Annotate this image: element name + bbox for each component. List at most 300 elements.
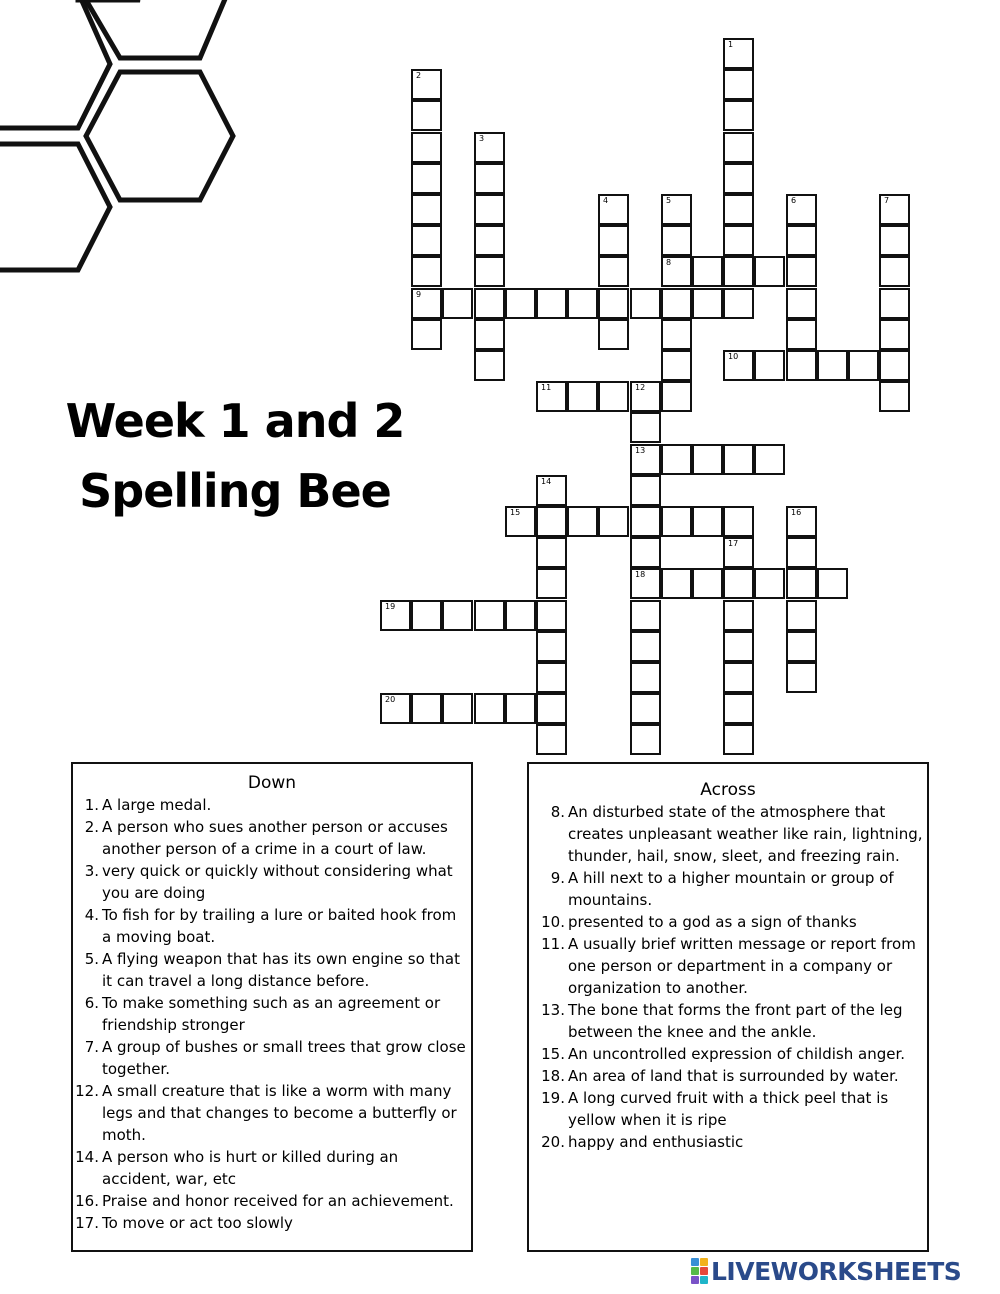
crossword-cell[interactable] bbox=[505, 288, 536, 319]
crossword-cell[interactable] bbox=[754, 568, 785, 599]
crossword-cell[interactable] bbox=[536, 693, 567, 724]
letter-input[interactable] bbox=[725, 102, 752, 129]
crossword-cell[interactable] bbox=[786, 631, 817, 662]
crossword-cell[interactable] bbox=[411, 693, 442, 724]
crossword-cell[interactable] bbox=[848, 350, 879, 381]
crossword-cell[interactable] bbox=[723, 350, 754, 381]
letter-input[interactable] bbox=[600, 290, 627, 317]
letter-input[interactable] bbox=[663, 508, 690, 535]
letter-input[interactable] bbox=[694, 290, 721, 317]
crossword-cell[interactable] bbox=[879, 319, 910, 350]
clue-number: 14. bbox=[75, 1148, 99, 1166]
letter-input[interactable] bbox=[881, 258, 908, 285]
letter-input[interactable] bbox=[476, 290, 503, 317]
cell-number: 15 bbox=[510, 508, 521, 517]
crossword-cell[interactable] bbox=[505, 693, 536, 724]
letter-input[interactable] bbox=[632, 539, 659, 566]
cell-number: 1 bbox=[728, 40, 734, 49]
across-clue bbox=[529, 867, 927, 911]
clue-number: 10. bbox=[541, 913, 565, 931]
liveworksheets-logo bbox=[691, 1256, 961, 1286]
letter-input[interactable] bbox=[788, 508, 815, 535]
letter-input[interactable] bbox=[663, 321, 690, 348]
crossword-cell[interactable] bbox=[723, 256, 754, 287]
crossword-cell[interactable] bbox=[661, 319, 692, 350]
across-clue bbox=[529, 1043, 927, 1065]
letter-input[interactable] bbox=[788, 602, 815, 629]
clue-number: 11. bbox=[541, 935, 565, 953]
clue-number: 7. bbox=[84, 1038, 99, 1056]
letter-input[interactable] bbox=[538, 726, 565, 753]
letter-input[interactable] bbox=[756, 446, 783, 473]
crossword-cell[interactable] bbox=[474, 194, 505, 225]
letter-input[interactable] bbox=[476, 227, 503, 254]
clue-text: A large medal. bbox=[102, 796, 212, 814]
letter-input[interactable] bbox=[663, 352, 690, 379]
letter-input[interactable] bbox=[881, 290, 908, 317]
letter-input[interactable] bbox=[413, 258, 440, 285]
crossword-cell[interactable] bbox=[630, 444, 661, 475]
clue-number: 19. bbox=[541, 1089, 565, 1107]
crossword-cell[interactable] bbox=[442, 693, 473, 724]
letter-input[interactable] bbox=[632, 664, 659, 691]
crossword-cell[interactable] bbox=[817, 568, 848, 599]
letter-input[interactable] bbox=[507, 290, 534, 317]
letter-input[interactable] bbox=[819, 352, 846, 379]
clue-text: Praise and honor received for an achievement. bbox=[102, 1192, 454, 1210]
letter-input[interactable] bbox=[881, 383, 908, 410]
crossword-cell[interactable] bbox=[661, 288, 692, 319]
clue-number: 20. bbox=[541, 1133, 565, 1151]
clue-text: A flying weapon that has its own engine so that it can travel a long distance before. bbox=[102, 950, 460, 990]
clue-text: An area of land that is surrounded by water. bbox=[568, 1067, 899, 1085]
letter-input[interactable] bbox=[600, 258, 627, 285]
letter-input[interactable] bbox=[413, 602, 440, 629]
letter-input[interactable] bbox=[756, 258, 783, 285]
letter-input[interactable] bbox=[538, 602, 565, 629]
crossword-cell[interactable] bbox=[380, 693, 411, 724]
crossword-cell[interactable] bbox=[879, 381, 910, 412]
letter-input[interactable] bbox=[538, 290, 565, 317]
clue-text: A hill next to a higher mountain or group of mountains. bbox=[568, 869, 894, 909]
crossword-cell[interactable] bbox=[661, 225, 692, 256]
clue-text: presented to a god as a sign of thanks bbox=[568, 913, 857, 931]
letter-input[interactable] bbox=[663, 290, 690, 317]
crossword-cell[interactable] bbox=[630, 724, 661, 755]
crossword-cell[interactable] bbox=[723, 69, 754, 100]
letter-input[interactable] bbox=[725, 539, 752, 566]
crossword-cell[interactable] bbox=[723, 444, 754, 475]
letter-input[interactable] bbox=[881, 227, 908, 254]
letter-input[interactable] bbox=[663, 446, 690, 473]
clue-text: To move or act too slowly bbox=[102, 1214, 293, 1232]
letter-input[interactable] bbox=[881, 352, 908, 379]
crossword-cell[interactable] bbox=[411, 69, 442, 100]
cell-number: 7 bbox=[884, 196, 890, 205]
clue-text: A group of bushes or small trees that grow close together. bbox=[102, 1038, 466, 1078]
letter-input[interactable] bbox=[538, 539, 565, 566]
crossword-cell[interactable] bbox=[723, 537, 754, 568]
crossword-cell[interactable] bbox=[661, 350, 692, 381]
letter-input[interactable] bbox=[476, 196, 503, 223]
crossword-cell[interactable] bbox=[411, 100, 442, 131]
letter-input[interactable] bbox=[663, 227, 690, 254]
letter-input[interactable] bbox=[413, 165, 440, 192]
clue-number: 6. bbox=[84, 994, 99, 1012]
crossword-cell[interactable] bbox=[474, 225, 505, 256]
crossword-cell[interactable] bbox=[692, 288, 723, 319]
letter-input[interactable] bbox=[663, 383, 690, 410]
crossword-cell[interactable] bbox=[474, 693, 505, 724]
letter-input[interactable] bbox=[444, 290, 471, 317]
crossword-cell[interactable] bbox=[786, 225, 817, 256]
letter-input[interactable] bbox=[600, 196, 627, 223]
crossword-cell[interactable] bbox=[630, 568, 661, 599]
letter-input[interactable] bbox=[538, 695, 565, 722]
crossword-cell[interactable] bbox=[723, 38, 754, 69]
letter-input[interactable] bbox=[632, 383, 659, 410]
letter-input[interactable] bbox=[694, 508, 721, 535]
crossword-cell[interactable] bbox=[442, 288, 473, 319]
crossword-cell[interactable] bbox=[411, 225, 442, 256]
crossword-cell[interactable] bbox=[442, 600, 473, 631]
letter-input[interactable] bbox=[476, 695, 503, 722]
crossword-cell[interactable] bbox=[723, 662, 754, 693]
letter-input[interactable] bbox=[725, 258, 752, 285]
crossword-cell[interactable] bbox=[692, 506, 723, 537]
cell-number: 8 bbox=[666, 258, 672, 267]
letter-input[interactable] bbox=[632, 508, 659, 535]
clue-text: A person who sues another person or accuses another person of a crime in a court of law. bbox=[102, 818, 448, 858]
crossword-cell[interactable] bbox=[598, 319, 629, 350]
cell-number: 9 bbox=[416, 290, 422, 299]
letter-input[interactable] bbox=[538, 664, 565, 691]
clue-text: A long curved fruit with a thick peel that is yellow when it is ripe bbox=[568, 1089, 889, 1129]
logo-block bbox=[700, 1276, 708, 1284]
crossword-cell[interactable] bbox=[411, 194, 442, 225]
letter-input[interactable] bbox=[538, 570, 565, 597]
letter-input[interactable] bbox=[600, 321, 627, 348]
crossword-cell[interactable] bbox=[786, 568, 817, 599]
crossword-cell[interactable] bbox=[630, 381, 661, 412]
down-clue bbox=[73, 948, 471, 992]
letter-input[interactable] bbox=[632, 695, 659, 722]
crossword-cell[interactable] bbox=[536, 631, 567, 662]
crossword-cell[interactable] bbox=[474, 350, 505, 381]
crossword-cell[interactable] bbox=[661, 381, 692, 412]
across-clue bbox=[529, 801, 927, 867]
letter-input[interactable] bbox=[476, 321, 503, 348]
crossword-cell[interactable] bbox=[723, 568, 754, 599]
hexagon-shape bbox=[0, 144, 110, 270]
crossword-cell[interactable] bbox=[692, 568, 723, 599]
letter-input[interactable] bbox=[632, 290, 659, 317]
crossword-cell[interactable] bbox=[630, 412, 661, 443]
crossword-cell[interactable] bbox=[598, 288, 629, 319]
crossword-cell[interactable] bbox=[536, 568, 567, 599]
across-clue bbox=[529, 1065, 927, 1087]
letter-input[interactable] bbox=[476, 134, 503, 161]
crossword-cell[interactable] bbox=[567, 381, 598, 412]
letter-input[interactable] bbox=[538, 633, 565, 660]
crossword-cell[interactable] bbox=[630, 475, 661, 506]
letter-input[interactable] bbox=[569, 383, 596, 410]
crossword-cell[interactable] bbox=[692, 256, 723, 287]
logo-block bbox=[700, 1258, 708, 1266]
crossword-cell[interactable] bbox=[723, 225, 754, 256]
letter-input[interactable] bbox=[600, 383, 627, 410]
crossword-cell[interactable] bbox=[661, 444, 692, 475]
crossword-cell[interactable] bbox=[598, 256, 629, 287]
letter-input[interactable] bbox=[725, 446, 752, 473]
across-clue bbox=[529, 933, 927, 999]
letter-input[interactable] bbox=[788, 196, 815, 223]
letter-input[interactable] bbox=[663, 196, 690, 223]
crossword-cell[interactable] bbox=[474, 288, 505, 319]
crossword-cell[interactable] bbox=[598, 381, 629, 412]
crossword-cell[interactable] bbox=[630, 288, 661, 319]
crossword-cell[interactable] bbox=[411, 256, 442, 287]
crossword-cell[interactable] bbox=[786, 537, 817, 568]
crossword-cell[interactable] bbox=[536, 662, 567, 693]
crossword-cell[interactable] bbox=[411, 288, 442, 319]
clue-number: 12. bbox=[75, 1082, 99, 1100]
crossword-cell[interactable] bbox=[661, 256, 692, 287]
down-clue bbox=[73, 1190, 471, 1212]
crossword-cell[interactable] bbox=[661, 506, 692, 537]
cell-number: 14 bbox=[541, 477, 552, 486]
crossword-cell[interactable] bbox=[505, 600, 536, 631]
crossword-cell[interactable] bbox=[630, 693, 661, 724]
cell-number: 19 bbox=[385, 602, 396, 611]
letter-input[interactable] bbox=[850, 352, 877, 379]
letter-input[interactable] bbox=[507, 602, 534, 629]
letter-input[interactable] bbox=[413, 196, 440, 223]
cell-number: 13 bbox=[635, 446, 646, 455]
crossword-cell[interactable] bbox=[723, 724, 754, 755]
letter-input[interactable] bbox=[725, 570, 752, 597]
letter-input[interactable] bbox=[507, 695, 534, 722]
letter-input[interactable] bbox=[788, 633, 815, 660]
clue-number: 9. bbox=[550, 869, 565, 887]
crossword-cell[interactable] bbox=[630, 662, 661, 693]
crossword-cell[interactable] bbox=[567, 506, 598, 537]
crossword-cell[interactable] bbox=[723, 631, 754, 662]
crossword-cell[interactable] bbox=[411, 163, 442, 194]
letter-input[interactable] bbox=[694, 446, 721, 473]
letter-input[interactable] bbox=[632, 726, 659, 753]
crossword-cell[interactable] bbox=[630, 537, 661, 568]
letter-input[interactable] bbox=[725, 196, 752, 223]
crossword-cell[interactable] bbox=[879, 225, 910, 256]
crossword-cell[interactable] bbox=[723, 163, 754, 194]
page-title-line1: Week 1 and 2 bbox=[65, 394, 405, 448]
crossword-cell[interactable] bbox=[786, 600, 817, 631]
letter-input[interactable] bbox=[632, 570, 659, 597]
crossword-cell[interactable] bbox=[723, 100, 754, 131]
letter-input[interactable] bbox=[632, 633, 659, 660]
letter-input[interactable] bbox=[600, 227, 627, 254]
crossword-cell[interactable] bbox=[879, 256, 910, 287]
clue-number: 16. bbox=[75, 1192, 99, 1210]
crossword-cell[interactable] bbox=[786, 662, 817, 693]
letter-input[interactable] bbox=[725, 71, 752, 98]
crossword-cell[interactable] bbox=[598, 225, 629, 256]
across-clue bbox=[529, 999, 927, 1043]
crossword-cell[interactable] bbox=[630, 506, 661, 537]
crossword-cell[interactable] bbox=[661, 568, 692, 599]
letter-input[interactable] bbox=[725, 165, 752, 192]
letter-input[interactable] bbox=[507, 508, 534, 535]
letter-input[interactable] bbox=[725, 290, 752, 317]
letter-input[interactable] bbox=[413, 102, 440, 129]
crossword-cell[interactable] bbox=[474, 600, 505, 631]
crossword-cell[interactable] bbox=[754, 444, 785, 475]
letter-input[interactable] bbox=[725, 664, 752, 691]
letter-input[interactable] bbox=[788, 664, 815, 691]
letter-input[interactable] bbox=[444, 695, 471, 722]
letter-input[interactable] bbox=[663, 570, 690, 597]
letter-input[interactable] bbox=[756, 570, 783, 597]
crossword-cell[interactable] bbox=[536, 475, 567, 506]
letter-input[interactable] bbox=[476, 165, 503, 192]
crossword-cell[interactable] bbox=[598, 194, 629, 225]
letter-input[interactable] bbox=[725, 352, 752, 379]
letter-input[interactable] bbox=[476, 352, 503, 379]
letter-input[interactable] bbox=[725, 695, 752, 722]
crossword-cell[interactable] bbox=[536, 724, 567, 755]
letter-input[interactable] bbox=[725, 633, 752, 660]
letter-input[interactable] bbox=[413, 227, 440, 254]
letter-input[interactable] bbox=[382, 602, 409, 629]
cell-number: 16 bbox=[791, 508, 802, 517]
letter-input[interactable] bbox=[632, 446, 659, 473]
crossword-cell[interactable] bbox=[786, 506, 817, 537]
crossword-cell[interactable] bbox=[567, 288, 598, 319]
crossword-cell[interactable] bbox=[474, 163, 505, 194]
clue-text: An uncontrolled expression of childish anger. bbox=[568, 1045, 906, 1063]
letter-input[interactable] bbox=[788, 227, 815, 254]
crossword-cell[interactable] bbox=[411, 319, 442, 350]
letter-input[interactable] bbox=[444, 602, 471, 629]
crossword-cell[interactable] bbox=[630, 600, 661, 631]
letter-input[interactable] bbox=[632, 602, 659, 629]
letter-input[interactable] bbox=[382, 695, 409, 722]
letter-input[interactable] bbox=[756, 352, 783, 379]
letter-input[interactable] bbox=[881, 321, 908, 348]
letter-input[interactable] bbox=[788, 539, 815, 566]
crossword-cell[interactable] bbox=[692, 444, 723, 475]
letter-input[interactable] bbox=[725, 726, 752, 753]
clue-number: 5. bbox=[84, 950, 99, 968]
letter-input[interactable] bbox=[725, 134, 752, 161]
crossword-cell[interactable] bbox=[879, 288, 910, 319]
crossword-cell[interactable] bbox=[598, 506, 629, 537]
letter-input[interactable] bbox=[788, 570, 815, 597]
crossword-cell[interactable] bbox=[474, 319, 505, 350]
down-clue bbox=[73, 860, 471, 904]
crossword-cell[interactable] bbox=[661, 194, 692, 225]
letter-input[interactable] bbox=[788, 258, 815, 285]
crossword-cell[interactable] bbox=[536, 381, 567, 412]
letter-input[interactable] bbox=[725, 227, 752, 254]
letter-input[interactable] bbox=[413, 290, 440, 317]
letter-input[interactable] bbox=[725, 40, 752, 67]
crossword-cell[interactable] bbox=[879, 350, 910, 381]
letter-input[interactable] bbox=[569, 290, 596, 317]
letter-input[interactable] bbox=[476, 258, 503, 285]
letter-input[interactable] bbox=[413, 321, 440, 348]
crossword-cell[interactable] bbox=[723, 194, 754, 225]
letter-input[interactable] bbox=[413, 695, 440, 722]
crossword-cell[interactable] bbox=[723, 600, 754, 631]
letter-input[interactable] bbox=[788, 352, 815, 379]
down-clue bbox=[73, 1212, 471, 1234]
crossword-cell[interactable] bbox=[786, 256, 817, 287]
crossword-cell[interactable] bbox=[630, 631, 661, 662]
across-clue bbox=[529, 911, 927, 933]
crossword-cell[interactable] bbox=[411, 132, 442, 163]
crossword-cell[interactable] bbox=[723, 132, 754, 163]
letter-input[interactable] bbox=[725, 602, 752, 629]
crossword-cell[interactable] bbox=[723, 693, 754, 724]
letter-input[interactable] bbox=[600, 508, 627, 535]
letter-input[interactable] bbox=[788, 321, 815, 348]
crossword-cell[interactable] bbox=[536, 537, 567, 568]
cell-number: 2 bbox=[416, 71, 422, 80]
hexagon-shape bbox=[86, 72, 233, 200]
letter-input[interactable] bbox=[725, 508, 752, 535]
letter-input[interactable] bbox=[632, 414, 659, 441]
letter-input[interactable] bbox=[881, 196, 908, 223]
cell-number: 3 bbox=[479, 134, 485, 143]
crossword-cell[interactable] bbox=[786, 319, 817, 350]
crossword-cell[interactable] bbox=[474, 256, 505, 287]
crossword-cell[interactable] bbox=[380, 600, 411, 631]
crossword-cell[interactable] bbox=[786, 194, 817, 225]
letter-input[interactable] bbox=[788, 290, 815, 317]
letter-input[interactable] bbox=[538, 477, 565, 504]
letter-input[interactable] bbox=[694, 258, 721, 285]
letter-input[interactable] bbox=[413, 71, 440, 98]
letter-input[interactable] bbox=[413, 134, 440, 161]
across-clue bbox=[529, 1087, 927, 1131]
crossword-cell[interactable] bbox=[411, 600, 442, 631]
letter-input[interactable] bbox=[538, 508, 565, 535]
letter-input[interactable] bbox=[632, 477, 659, 504]
clue-number: 3. bbox=[84, 862, 99, 880]
crossword-cell[interactable] bbox=[536, 600, 567, 631]
crossword-cell[interactable] bbox=[536, 288, 567, 319]
crossword-cell[interactable] bbox=[817, 350, 848, 381]
letter-input[interactable] bbox=[538, 383, 565, 410]
crossword-cell[interactable] bbox=[786, 288, 817, 319]
crossword-cell[interactable] bbox=[723, 506, 754, 537]
crossword-cell[interactable] bbox=[536, 506, 567, 537]
crossword-cell[interactable] bbox=[474, 132, 505, 163]
letter-input[interactable] bbox=[819, 570, 846, 597]
crossword-cell[interactable] bbox=[723, 288, 754, 319]
letter-input[interactable] bbox=[569, 508, 596, 535]
letter-input[interactable] bbox=[476, 602, 503, 629]
crossword-cell[interactable] bbox=[754, 256, 785, 287]
crossword-cell[interactable] bbox=[786, 350, 817, 381]
crossword-cell[interactable] bbox=[754, 350, 785, 381]
crossword-cell[interactable] bbox=[879, 194, 910, 225]
crossword-cell[interactable] bbox=[505, 506, 536, 537]
letter-input[interactable] bbox=[663, 258, 690, 285]
letter-input[interactable] bbox=[694, 570, 721, 597]
